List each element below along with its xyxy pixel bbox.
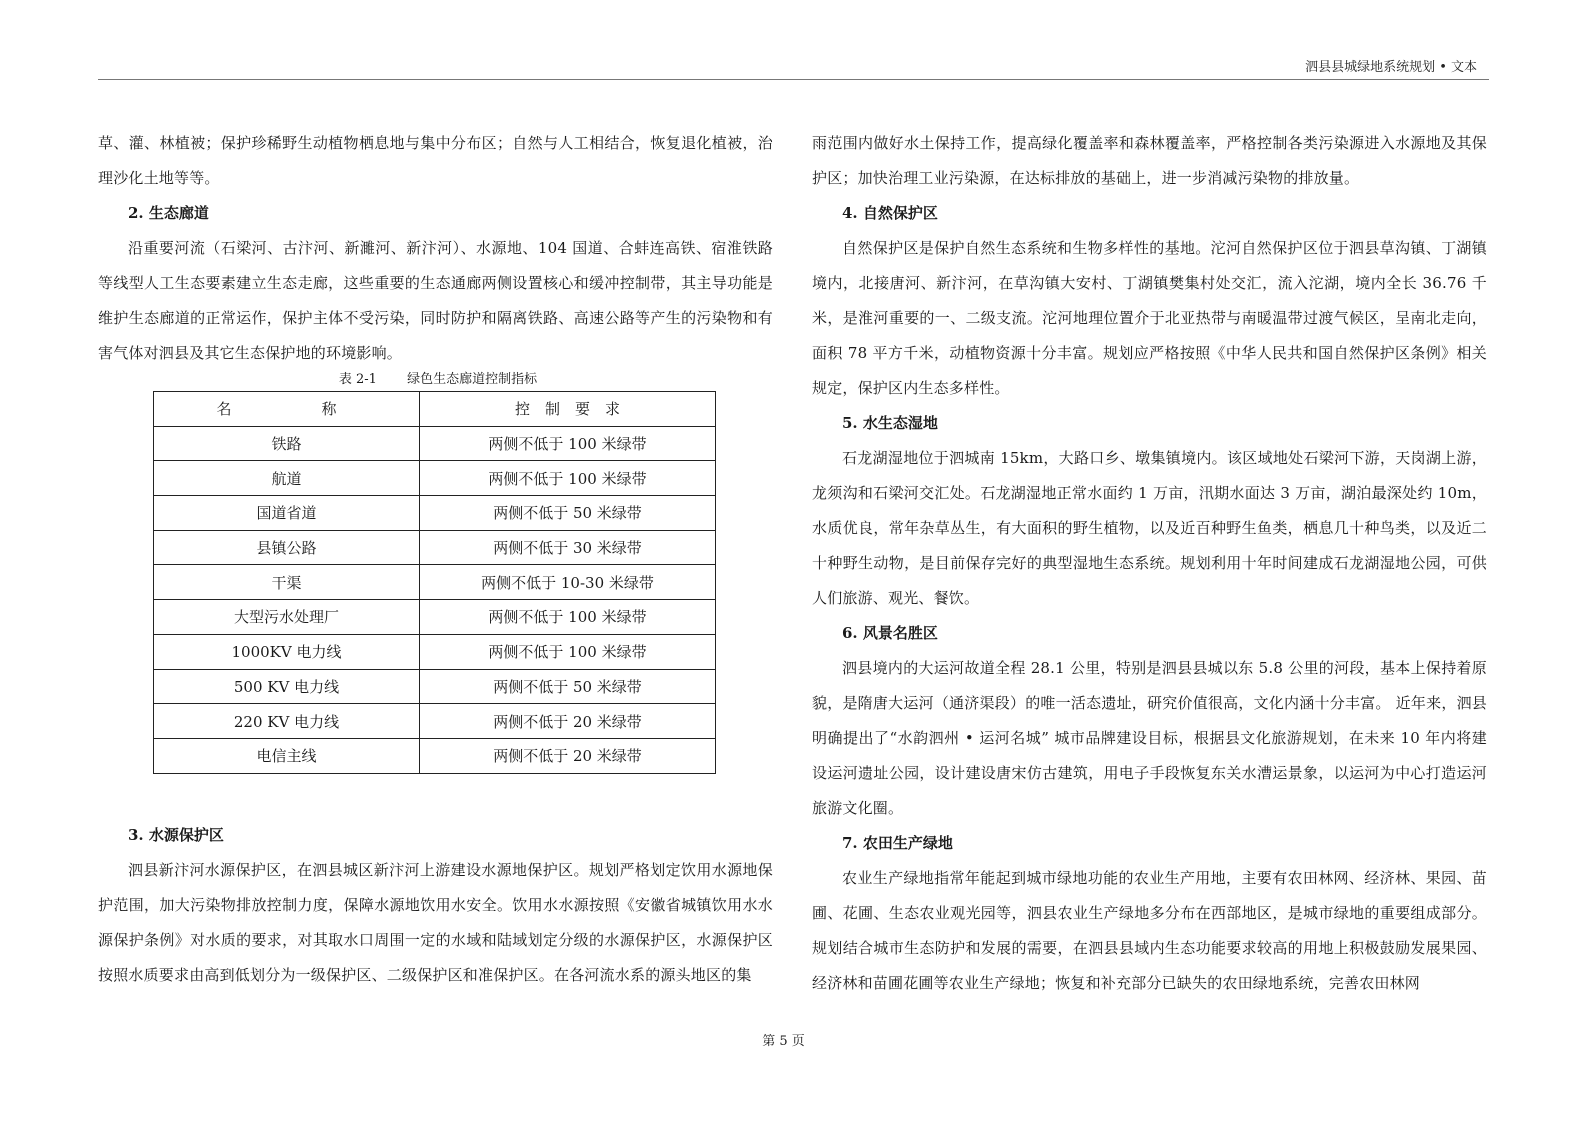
corridor-control-table <box>153 391 716 774</box>
section-body-water-source-protection: 泗县新汴河水源保护区，在泗县城区新汴河上游建设水源地保护区。规划严格划定饮用水源地保护范围，加大污染物排放控制力度，保障水源地饮用水安全。饮用水水源按照《安徽省城镇饮用水水源保护条例》对水质的要求，对其取水口周围一定的水域和陆域划定分级的水源保护区，水源保护区按照水质要求由高到低划分为一级保护区、二级保护区和准保护区。在各河流水系的源头地区的集 <box>98 860 773 984</box>
table-cell-requirement: 两侧不低于 20 米绿带 <box>420 738 716 773</box>
table-cell-name: 铁路 <box>154 426 420 461</box>
section-body-ecological-corridor: 沿重要河流（石梁河、古汴河、新濉河、新汴河）、水源地、104 国道、合蚌连高铁、宿淮铁路等线型人工生态要素建立生态走廊，这些重要的生态通廊两侧设置核心和缓冲控制带，其主导功能是维护生态廊道的正常运作，保护主体不受污染，同时防护和隔离铁路、高速公路等产生的污染物和有害气体对泗县及其它生态保护地的环境影响。 <box>98 239 773 362</box>
section-body-wetland: 石龙湖湿地位于泗城南 15km，大路口乡、墩集镇境内。该区域地处石梁河下游，天岗湖上游，龙须沟和石梁河交汇处。石龙湖湿地正常水面约 1 万亩，汛期水面达 3 万亩，湖泊最深处约 10m，水质优良，常年杂草丛生，有大面积的野生植物，以及近百种野生鱼类，栖息几十种鸟类，以及近二十种野生动物，是目前保存完好的典型湿地生态系统。规划利用十年时间建成石龙湖湿地公园，可供人们旅游、观光、餐饮。 <box>812 449 1487 607</box>
table-row <box>154 530 716 565</box>
table-row <box>154 565 716 600</box>
right-column <box>812 126 1487 1001</box>
table-header-name: 名 称 <box>154 392 420 427</box>
table-cell-name: 航道 <box>154 461 420 496</box>
table-cell-requirement: 两侧不低于 100 米绿带 <box>420 634 716 669</box>
section-body-nature-reserve: 自然保护区是保护自然生态系统和生物多样性的基地。沱河自然保护区位于泗县草沟镇、丁湖镇境内，北接唐河、新汴河，在草沟镇大安村、丁湖镇樊集村处交汇，流入沱湖，境内全长 36.76 千米，是淮河重要的一、二级支流。沱河地理位置介于北亚热带与南暖温带过渡气候区，呈南北走向，面积 78 平方千米，动植物资源十分丰富。规划应严格按照《中华人民共和国自然保护区条例》相关规定，保护区内生态多样性。 <box>812 239 1487 397</box>
table-row <box>154 600 716 635</box>
section-heading-water-source-protection: 3. 水源保护区 <box>128 825 224 844</box>
table-cell-name: 电信主线 <box>154 738 420 773</box>
table-cell-requirement: 两侧不低于 20 米绿带 <box>420 704 716 739</box>
page-number: 第 5 页 <box>762 1034 805 1049</box>
table-caption-number: 表 2-1 <box>338 372 377 387</box>
table-cell-requirement: 两侧不低于 50 米绿带 <box>420 669 716 704</box>
table-cell-name: 干渠 <box>154 565 420 600</box>
table-row <box>154 669 716 704</box>
table-cell-name: 国道省道 <box>154 496 420 531</box>
section-heading-ecological-corridor: 2. 生态廊道 <box>128 204 209 222</box>
table-caption <box>138 369 738 391</box>
table-caption-title: 绿色生态廊道控制指标 <box>407 372 538 387</box>
table-row <box>154 704 716 739</box>
section-heading-nature-reserve: 4. 自然保护区 <box>842 204 938 222</box>
table-header-requirement: 控 制 要 求 <box>420 392 716 427</box>
table-header-row <box>154 392 716 427</box>
table-cell-name: 1000KV 电力线 <box>154 634 420 669</box>
section-heading-farmland-green: 7. 农田生产绿地 <box>842 834 953 852</box>
table-cell-requirement: 两侧不低于 100 米绿带 <box>420 426 716 461</box>
table-cell-requirement: 两侧不低于 100 米绿带 <box>420 461 716 496</box>
paragraph-continued: 草、灌、林植被；保护珍稀野生动植物栖息地与集中分布区；自然与人工相结合，恢复退化植被，治理沙化土地等等。 <box>98 134 773 187</box>
section-heading-wetland: 5. 水生态湿地 <box>842 414 938 432</box>
section-body-scenic-area: 泗县境内的大运河故道全程 28.1 公里，特别是泗县县城以东 5.8 公里的河段，基本上保持着原貌，是隋唐大运河（通济渠段）的唯一活态遗址，研究价值很高，文化内涵十分丰富。 近年来，泗县明确提出了“水韵泗州 • 运河名城” 城市品牌建设目标，根据县文化旅游规划，在未来 10 年内将建设运河遗址公园，设计建设唐宋仿古建筑，用电子手段恢复东关水漕运景象，以运河为中心打造运河旅游文化圈。 <box>812 659 1487 817</box>
table-row <box>154 738 716 773</box>
table-cell-requirement: 两侧不低于 30 米绿带 <box>420 530 716 565</box>
section-body-farmland-green: 农业生产绿地指常年能起到城市绿地功能的农业生产用地，主要有农田林网、经济林、果园、苗圃、花圃、生态农业观光园等，泗县农业生产绿地多分布在西部地区，是城市绿地的重要组成部分。规划结合城市生态防护和发展的需要，在泗县县域内生态功能要求较高的用地上积极鼓励发展果园、经济林和苗圃花圃等农业生产绿地；恢复和补充部分已缺失的农田绿地系统，完善农田林网 <box>812 869 1487 992</box>
table-row <box>154 634 716 669</box>
table-cell-requirement: 两侧不低于 100 米绿带 <box>420 600 716 635</box>
table-cell-name: 县镇公路 <box>154 530 420 565</box>
paragraph-continued: 雨范围内做好水土保持工作，提高绿化覆盖率和森林覆盖率，严格控制各类污染源进入水源地及其保护区；加快治理工业污染源，在达标排放的基础上，进一步消减污染物的排放量。 <box>812 134 1487 187</box>
table-row <box>154 461 716 496</box>
section-heading-scenic-area: 6. 风景名胜区 <box>842 624 938 642</box>
left-column <box>98 126 773 993</box>
table-cell-name: 大型污水处理厂 <box>154 600 420 635</box>
table-row <box>154 426 716 461</box>
table-cell-requirement: 两侧不低于 50 米绿带 <box>420 496 716 531</box>
table-cell-name: 220 KV 电力线 <box>154 704 420 739</box>
document-header-title: 泗县县城绿地系统规划 • 文本 <box>1305 60 1477 75</box>
header-divider <box>98 79 1489 80</box>
table-row <box>154 496 716 531</box>
table-cell-requirement: 两侧不低于 10-30 米绿带 <box>420 565 716 600</box>
table-cell-name: 500 KV 电力线 <box>154 669 420 704</box>
